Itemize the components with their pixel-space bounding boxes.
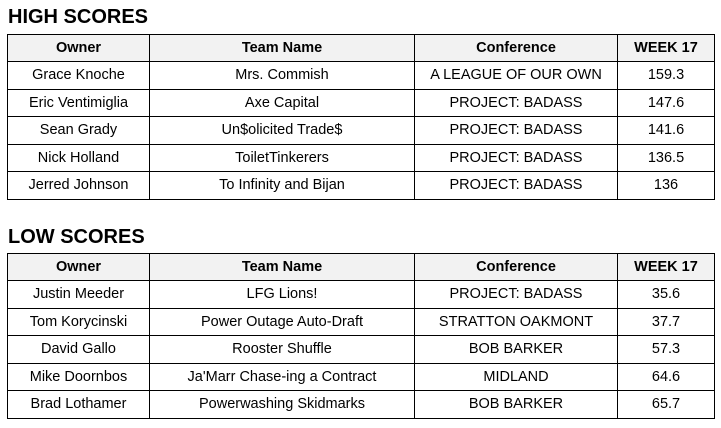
table-row <box>8 62 715 90</box>
header-row <box>8 254 715 281</box>
team-name-cell: Mrs. Commish <box>150 62 415 90</box>
conference-cell: BOB BARKER <box>415 391 618 419</box>
conference-cell: MIDLAND <box>415 363 618 391</box>
team-name-cell: Un$olicited Trade$ <box>150 117 415 145</box>
score-cell: 35.6 <box>618 281 715 309</box>
table-row <box>8 308 715 336</box>
owner-cell: Eric Ventimiglia <box>8 89 150 117</box>
low-scores-table <box>7 253 715 419</box>
team-name-cell: ToiletTinkerers <box>150 144 415 172</box>
score-cell: 147.6 <box>618 89 715 117</box>
column-header-conference: Conference <box>415 35 618 62</box>
score-cell: 136 <box>618 172 715 200</box>
score-cell: 136.5 <box>618 144 715 172</box>
low-scores-title: LOW SCORES <box>8 226 145 248</box>
score-cell: 37.7 <box>618 308 715 336</box>
table-row <box>8 172 715 200</box>
team-name-cell: To Infinity and Bijan <box>150 172 415 200</box>
owner-cell: Brad Lothamer <box>8 391 150 419</box>
conference-cell: PROJECT: BADASS <box>415 281 618 309</box>
conference-cell: PROJECT: BADASS <box>415 172 618 200</box>
team-name-cell: Power Outage Auto-Draft <box>150 308 415 336</box>
column-header-week-17: WEEK 17 <box>618 35 715 62</box>
score-cell: 57.3 <box>618 336 715 364</box>
table-row <box>8 281 715 309</box>
table-row <box>8 336 715 364</box>
column-header-team-name: Team Name <box>150 35 415 62</box>
score-cell: 65.7 <box>618 391 715 419</box>
table-row <box>8 363 715 391</box>
team-name-cell: LFG Lions! <box>150 281 415 309</box>
column-header-owner: Owner <box>8 35 150 62</box>
owner-cell: Nick Holland <box>8 144 150 172</box>
conference-cell: BOB BARKER <box>415 336 618 364</box>
table-row <box>8 89 715 117</box>
conference-cell: STRATTON OAKMONT <box>415 308 618 336</box>
score-cell: 64.6 <box>618 363 715 391</box>
owner-cell: Grace Knoche <box>8 62 150 90</box>
column-header-owner: Owner <box>8 254 150 281</box>
owner-cell: David Gallo <box>8 336 150 364</box>
column-header-week-17: WEEK 17 <box>618 254 715 281</box>
score-cell: 159.3 <box>618 62 715 90</box>
table-row <box>8 144 715 172</box>
owner-cell: Jerred Johnson <box>8 172 150 200</box>
team-name-cell: Ja'Marr Chase-ing a Contract <box>150 363 415 391</box>
high-scores-title: HIGH SCORES <box>8 6 149 28</box>
conference-cell: PROJECT: BADASS <box>415 144 618 172</box>
conference-cell: A LEAGUE OF OUR OWN <box>415 62 618 90</box>
owner-cell: Justin Meeder <box>8 281 150 309</box>
table-row <box>8 117 715 145</box>
conference-cell: PROJECT: BADASS <box>415 117 618 145</box>
team-name-cell: Axe Capital <box>150 89 415 117</box>
owner-cell: Tom Korycinski <box>8 308 150 336</box>
column-header-conference: Conference <box>415 254 618 281</box>
conference-cell: PROJECT: BADASS <box>415 89 618 117</box>
owner-cell: Mike Doornbos <box>8 363 150 391</box>
table-row <box>8 391 715 419</box>
team-name-cell: Powerwashing Skidmarks <box>150 391 415 419</box>
owner-cell: Sean Grady <box>8 117 150 145</box>
team-name-cell: Rooster Shuffle <box>150 336 415 364</box>
header-row <box>8 35 715 62</box>
score-cell: 141.6 <box>618 117 715 145</box>
column-header-team-name: Team Name <box>150 254 415 281</box>
high-scores-table <box>7 34 715 200</box>
